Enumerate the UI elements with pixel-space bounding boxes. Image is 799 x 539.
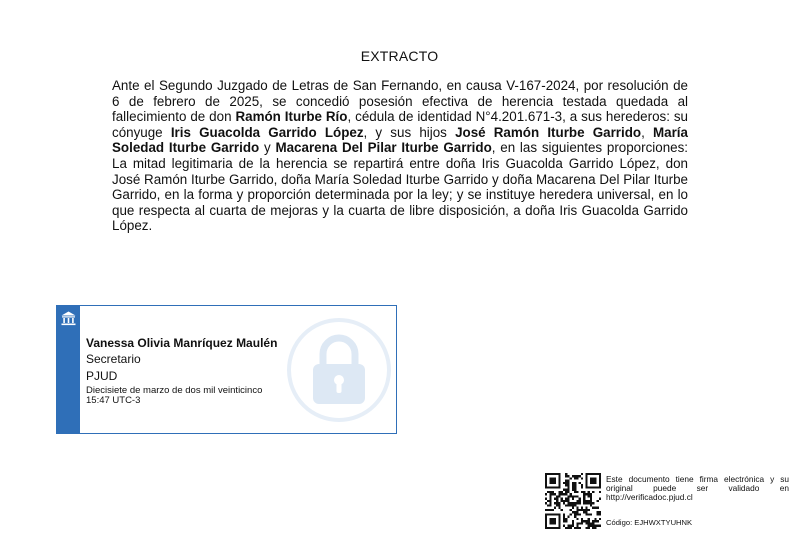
body-segment: y [259,140,276,156]
signer-name: Vanessa Olivia Manríquez Maulén [86,336,278,350]
signer-organization: PJUD [86,369,118,383]
signature-date: Diecisiete de marzo de dos mil veinticinco [86,385,263,396]
extract-body [112,78,688,234]
document-title: EXTRACTO [360,48,439,64]
body-segment-bold: Ramón Iturbe Río [235,109,348,125]
qr-code-icon [545,473,601,529]
body-segment: , en las siguientes proporciones: La mitad legitimaria de la herencia se repartirá entre doña Iris Guacolda Garrido López, don José Ramón Iturbe Garrido, doña María Soledad Iturbe Garrido y doña Macarena Del Pilar Iturbe Garrido, en la forma y proporción determinada por la ley; y se instituye heredera universal, en lo que respecta al cuarta de mejoras y la cuarta de libre disposición, a doña Iris Guacolda Garrido López. [112,140,689,234]
signature-side-bar [57,306,80,433]
body-segment: Ante el Segundo Juzgado de Letras de San Fernando, en causa V-167-2024, por resolución de 6 de febrero de 2025, se concedió posesión efectiva de herencia testada quedada al fallecimiento de don [112,78,688,125]
verification-code: Código: EJHWXTYUHNK [606,518,693,527]
signer-role: Secretario [86,352,141,366]
body-segment-bold: Macarena Del Pilar Iturbe Garrido [275,140,492,156]
verification-notice: Este documento tiene firma electrónica y su original puede ser validado en http://verificadoc.pjud.cl [606,474,789,503]
lock-watermark-icon [285,316,393,424]
body-segment: , [641,124,653,140]
body-segment: , y sus hijos [363,124,456,140]
signature-box [56,305,397,434]
signature-time: 15:47 UTC-3 [86,395,141,406]
body-segment-bold: María Soledad Iturbe Garrido [112,124,688,156]
courthouse-icon [60,310,77,327]
body-segment-bold: José Ramón Iturbe Garrido [455,124,642,140]
body-segment: , cédula de identidad N°4.201.671-3, a sus herederos: su cónyuge [112,109,689,140]
body-segment-bold: Iris Guacolda Garrido López [170,124,364,140]
